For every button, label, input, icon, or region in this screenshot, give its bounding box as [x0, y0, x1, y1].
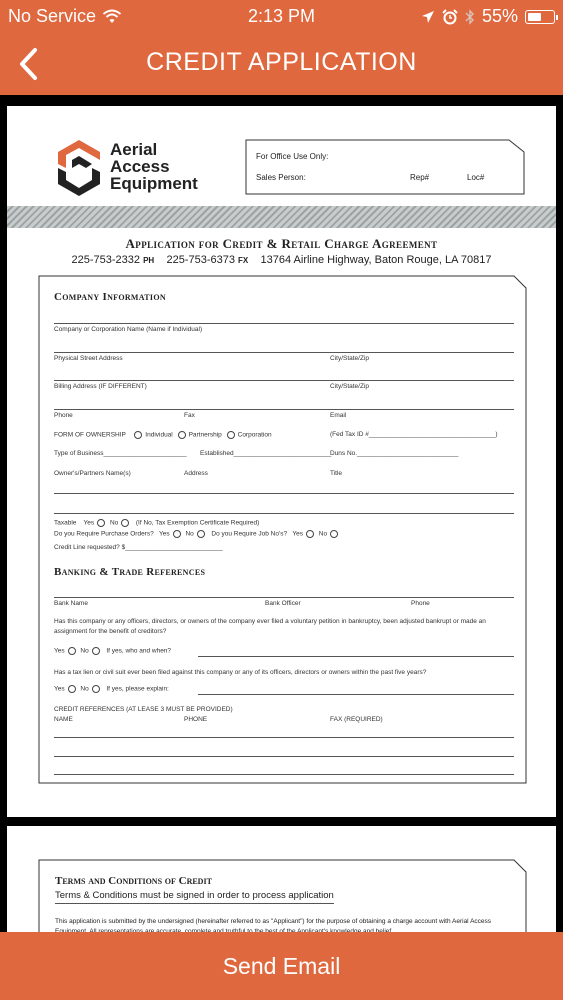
clock: 2:13 PM: [247, 6, 316, 26]
email-label: Email: [330, 412, 347, 419]
taxable-row: [54, 519, 259, 527]
alarm-icon: [442, 9, 458, 25]
ref-line-2[interactable]: [54, 756, 514, 757]
bankruptcy-question: Has this company or any officers, directors, or owners of the company ever filed a voluntary petition in bankruptcy, been adjusted bankrupt or made an assignment for the benefit of creditors?: [54, 618, 486, 635]
billing-line[interactable]: [54, 380, 514, 381]
individual-radio[interactable]: [134, 431, 142, 439]
street-address: 13764 Airline Highway, Baton Rouge, LA 70817: [260, 254, 492, 266]
q2-no-radio[interactable]: [92, 685, 100, 693]
street-label: Physical Street Address: [54, 355, 123, 362]
job-question: Do you Require Job No's?: [211, 530, 288, 538]
q1-yes-label: Yes: [54, 647, 65, 655]
phone-number: 225-753-2332: [71, 254, 141, 266]
hatch-divider: [7, 206, 556, 228]
taxable-label: Taxable: [54, 519, 77, 527]
ref-col-name: NAME: [54, 716, 73, 723]
application-title: Application for Credit & Retail Charge Agreement: [125, 236, 438, 251]
business-type-field[interactable]: Type of Business_______________________: [54, 450, 187, 457]
ref-col-fax: FAX (REQUIRED): [330, 716, 383, 723]
ref-line-3[interactable]: [54, 774, 514, 775]
q1-follow-line[interactable]: [198, 656, 514, 657]
bank-line[interactable]: [54, 597, 514, 598]
logo-line-1: Aerial: [110, 140, 158, 159]
q2-yes-radio[interactable]: [68, 685, 76, 693]
ph-label: PH: [143, 256, 155, 265]
po-no-radio[interactable]: [197, 530, 205, 538]
job-no-label: No: [318, 530, 328, 538]
corporation-label: Corporation: [237, 431, 272, 439]
tax-lien-answer-row: [54, 685, 169, 693]
bottom-bar: [0, 932, 563, 1000]
q1-follow-label: If yes, who and when?: [106, 647, 172, 655]
ref-col-phone: PHONE: [184, 716, 208, 723]
bank-phone-label: Phone: [411, 600, 430, 607]
ref-line-1[interactable]: [54, 737, 514, 738]
corporation-radio[interactable]: [227, 431, 235, 439]
individual-label: Individual: [145, 431, 173, 439]
job-yes-radio[interactable]: [306, 530, 314, 538]
battery-level: [528, 13, 541, 21]
phone-label: Phone: [54, 412, 73, 419]
po-no-label: No: [185, 530, 194, 538]
fax-number: 225-753-6373: [166, 254, 235, 266]
owner-line-1[interactable]: [54, 493, 514, 494]
taxable-no-label: No: [109, 519, 119, 527]
established-field[interactable]: Established___________________________: [200, 450, 332, 457]
po-question: Do you Require Purchase Orders?: [54, 530, 154, 538]
bank-officer-label: Bank Officer: [265, 600, 301, 607]
billing-label: Billing Address (IF DIFFERENT): [54, 383, 147, 390]
exemption-note: (If No, Tax Exemption Certificate Required): [135, 519, 260, 527]
bluetooth-icon: [465, 9, 475, 25]
bank-name-label: Bank Name: [54, 600, 88, 607]
company-name-line[interactable]: [54, 323, 514, 324]
ownership-label: FORM OF OWNERSHIP: [54, 431, 126, 439]
owners-label: Owner's/Partners Name(s): [54, 470, 131, 477]
po-yes-label: Yes: [159, 530, 170, 538]
sales-person-label: Sales Person:: [256, 173, 306, 182]
q1-no-label: No: [80, 647, 89, 655]
taxable-yes-radio[interactable]: [97, 519, 105, 527]
fed-tax-field[interactable]: (Fed Tax ID #___________________________________): [330, 431, 498, 438]
city2-label: City/State/Zip: [330, 383, 370, 390]
job-yes-label: Yes: [292, 530, 303, 538]
battery-icon: [525, 10, 555, 24]
q1-yes-radio[interactable]: [68, 647, 76, 655]
fx-label: FX: [238, 256, 249, 265]
terms-body: This application is submitted by the undersigned (hereinafter referred to as "Applicant") for the purpose of obtaining a charge account with Aerial Access: [55, 918, 492, 925]
taxable-yes-label: Yes: [83, 519, 95, 527]
top-bar: [0, 0, 563, 95]
owner-address-label: Address: [184, 470, 208, 477]
credit-refs-label: CREDIT REFERENCES (AT LEASE 3 MUST BE PROVIDED): [54, 706, 233, 713]
terms-subheading: Terms & Conditions must be signed in order to process application: [55, 890, 334, 904]
location-icon: [421, 10, 435, 24]
logo-line-3: Equipment: [110, 174, 198, 193]
partnership-radio[interactable]: [178, 431, 186, 439]
office-box-border: [245, 139, 525, 195]
credit-line-field[interactable]: Credit Line requested? $___________________________: [54, 544, 223, 551]
contact-line: [7, 254, 556, 266]
q2-no-label: No: [80, 685, 89, 693]
logo-mark-icon: [54, 138, 104, 196]
partnership-label: Partnership: [188, 431, 222, 439]
q2-follow-line[interactable]: [198, 694, 514, 695]
carrier-label: No Service: [8, 6, 97, 26]
q1-no-radio[interactable]: [92, 647, 100, 655]
send-email-button[interactable]: Send Email: [222, 953, 341, 979]
owner-line-2[interactable]: [54, 513, 514, 514]
q2-yes-label: Yes: [54, 685, 65, 693]
company-info-heading: Company Information: [54, 291, 166, 303]
owner-title-label: Title: [330, 470, 343, 477]
job-no-radio[interactable]: [330, 530, 338, 538]
document-page-1[interactable]: [7, 106, 556, 817]
company-name-label: Company or Corporation Name (Name if Individual): [54, 326, 203, 333]
taxable-no-radio[interactable]: [121, 519, 129, 527]
po-yes-radio[interactable]: [173, 530, 181, 538]
city-label: City/State/Zip: [330, 355, 370, 362]
phone-line[interactable]: [54, 409, 514, 410]
banking-heading: Banking & Trade References: [54, 566, 206, 578]
battery-percent: 55%: [481, 6, 518, 26]
street-line[interactable]: [54, 352, 514, 353]
po-job-row: [54, 530, 341, 538]
ownership-row: [54, 431, 272, 439]
office-use-title: For Office Use Only:: [256, 152, 329, 161]
fax-label: Fax: [184, 412, 195, 419]
duns-field[interactable]: Duns No.____________________________: [330, 450, 459, 457]
tax-lien-question: Has a tax lien or civil suit ever been filed against this company or any of its officers, directors or owners within the past five years?: [54, 669, 427, 676]
logo-line-2: Access: [110, 157, 170, 176]
status-bar: [0, 0, 563, 32]
company-logo: [54, 138, 224, 198]
bankruptcy-answer-row: [54, 647, 171, 655]
nav-bar: [0, 40, 563, 88]
rep-label: Rep#: [410, 173, 430, 182]
loc-label: Loc#: [467, 173, 485, 182]
terms-heading: Terms and Conditions of Credit: [55, 875, 212, 887]
company-form: [38, 275, 527, 784]
page-title: CREDIT APPLICATION: [146, 48, 417, 76]
office-use-box: [245, 139, 525, 195]
q2-follow-label: If yes, please explain:: [106, 685, 169, 693]
